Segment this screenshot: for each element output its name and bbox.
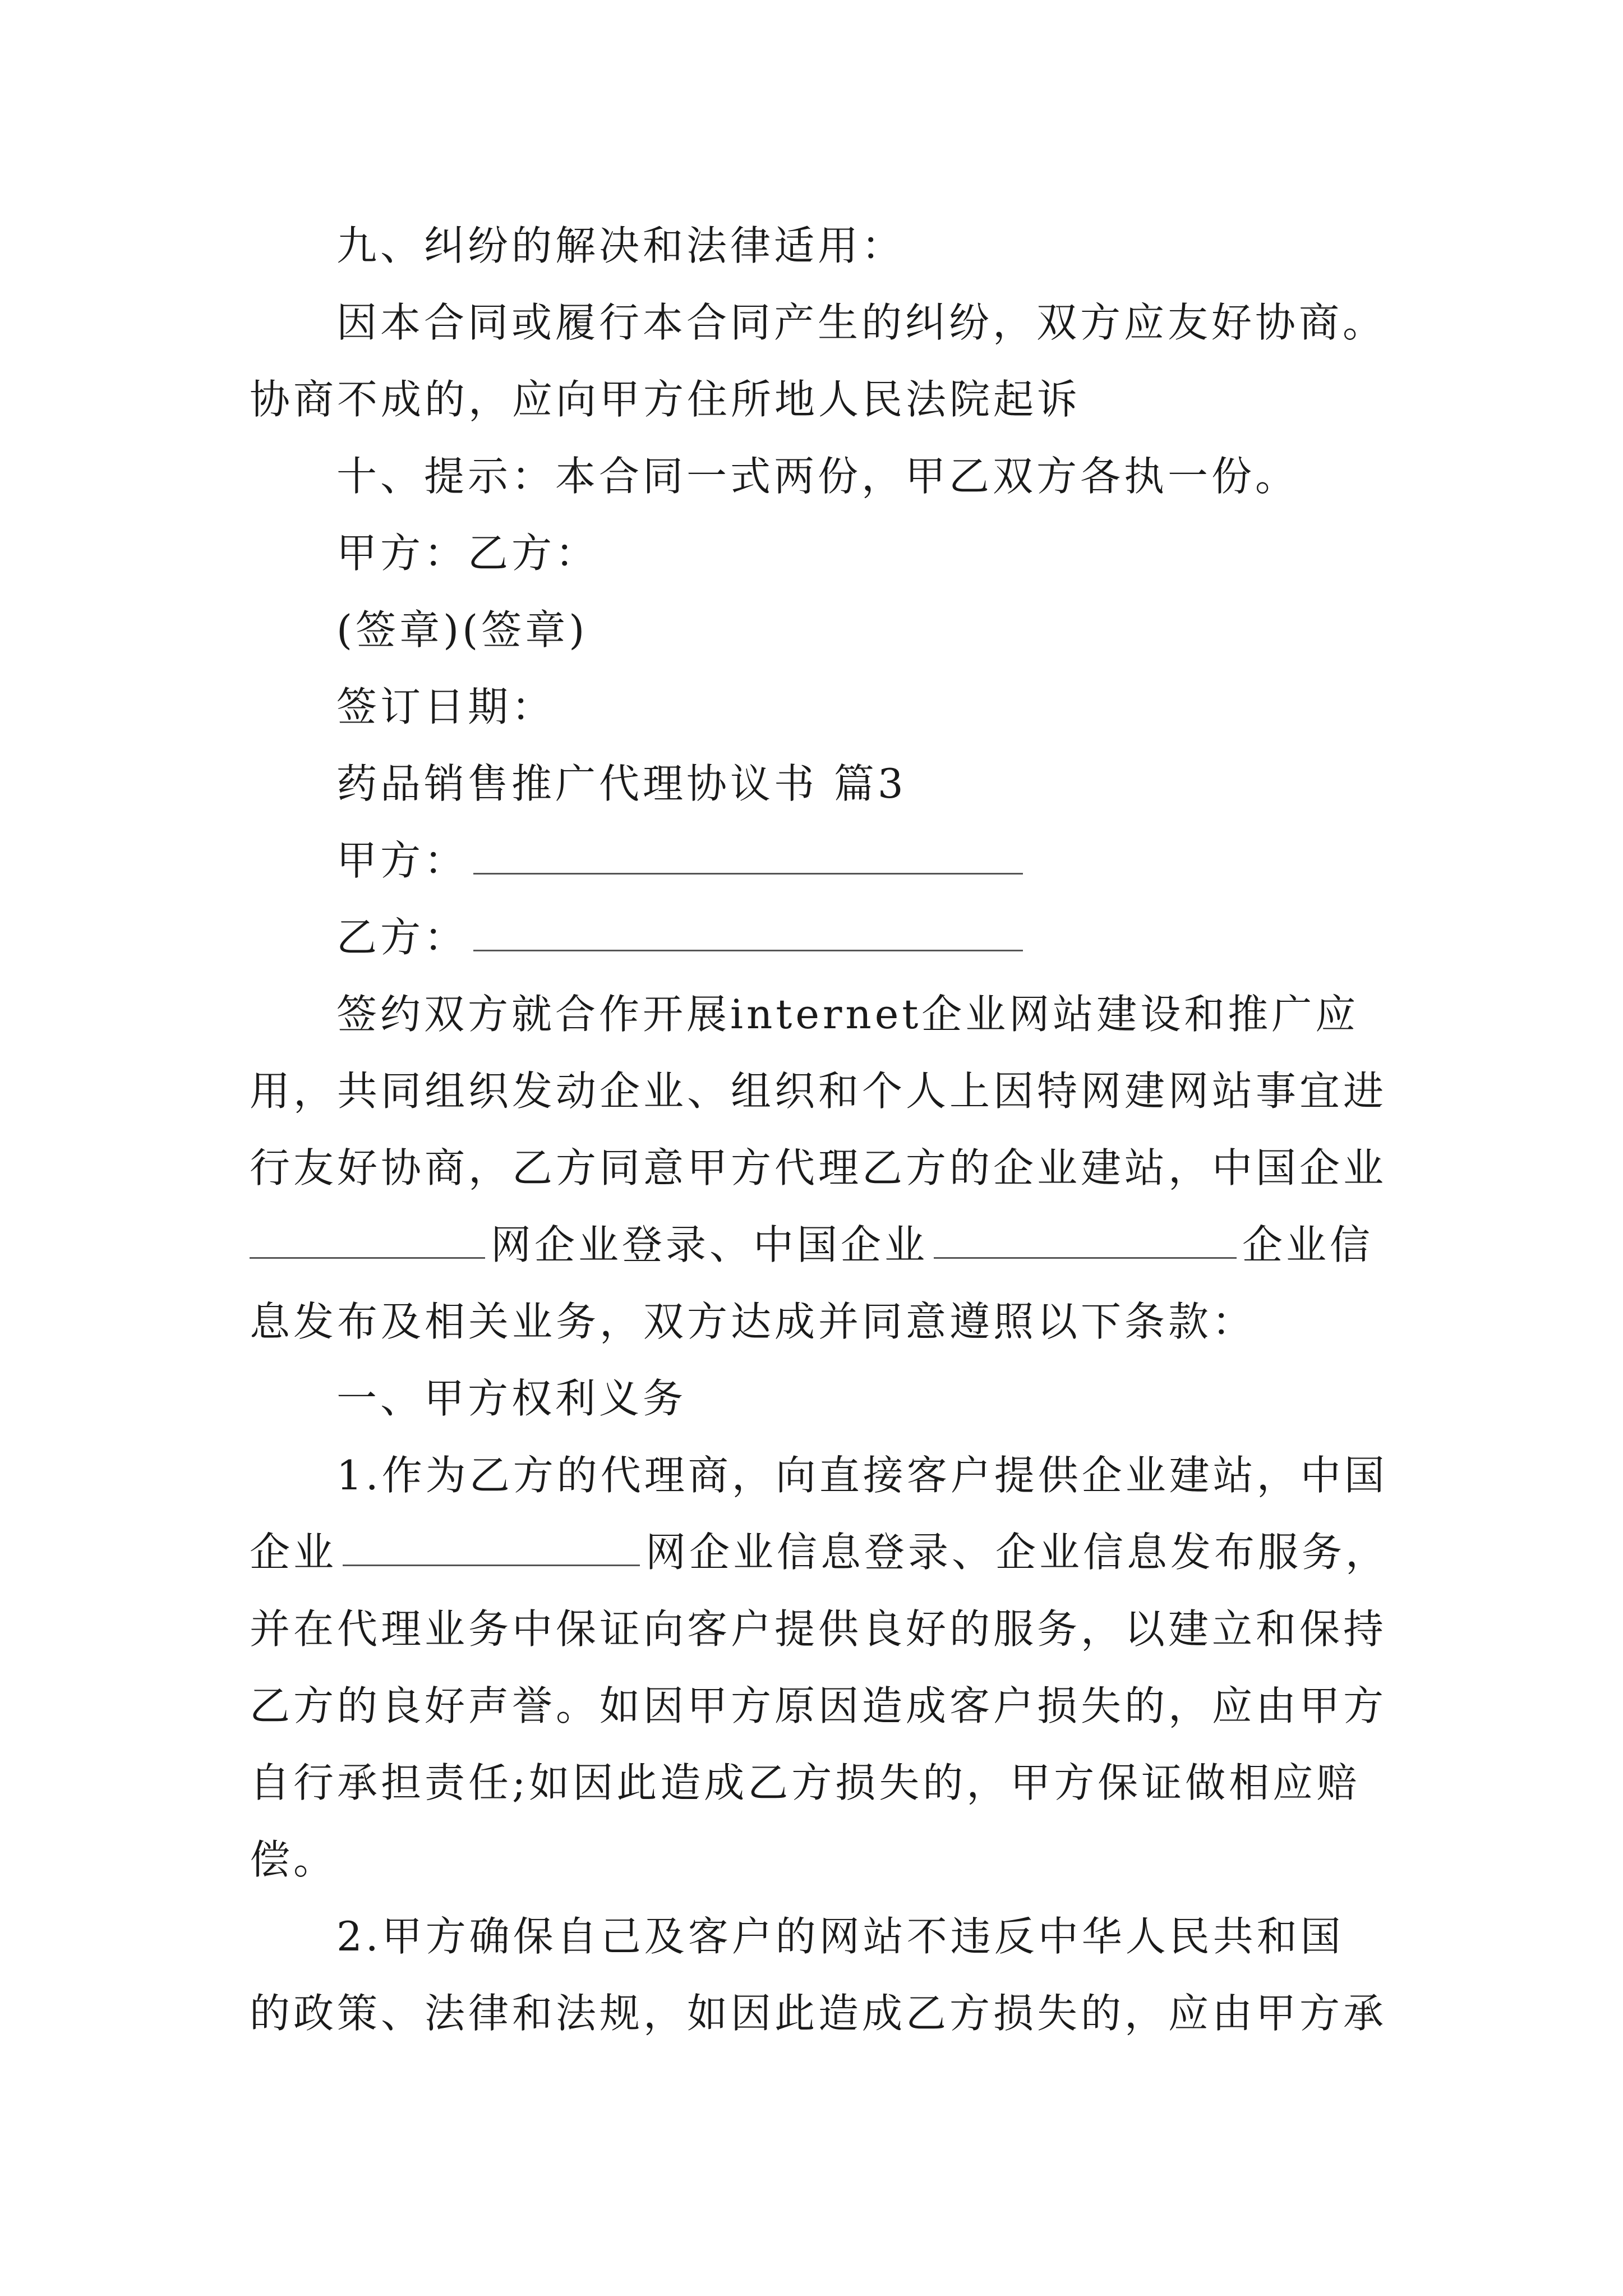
paragraph-line: 协商不成的，应向甲方住所地人民法院起诉: [250, 376, 1081, 423]
paragraph-line: 行友好协商，乙方同意甲方代理乙方的企业建站，中国企业: [250, 1144, 1387, 1191]
signature-labels: (签章)(签章): [336, 606, 588, 654]
party-a-line: [336, 832, 1029, 889]
blank-text-3: 企业: [250, 1529, 338, 1576]
paragraph-line: 用，共同组织发动企业、组织和个人上因特网建网站事宜进: [250, 1068, 1387, 1115]
party-labels: 甲方：乙方：: [336, 530, 600, 577]
section-heading-1: 一、甲方权利义务: [336, 1375, 687, 1422]
paragraph-line: 因本合同或履行本合同产生的纠纷，双方应友好协商。: [336, 299, 1387, 346]
fill-blank: [934, 1223, 1237, 1259]
paragraph-line: 的政策、法律和法规，如因此造成乙方损失的，应由甲方承: [250, 1990, 1387, 2037]
blank-text-4: 网企业信息登录、企业信息发布服务，: [645, 1529, 1390, 1576]
party-b-line: [336, 909, 1029, 965]
paragraph-line: 偿。: [250, 1836, 338, 1883]
section-heading-9: 九、纠纷的解决和法律适用：: [336, 222, 906, 269]
paragraph-line: 乙方的良好声誉。如因甲方原因造成客户损失的，应由甲方: [250, 1682, 1387, 1729]
clause-2-line: 2.甲方确保自己及客户的网站不违反中华人民共和国: [336, 1913, 1344, 1960]
signing-date-label: 签订日期：: [336, 683, 556, 730]
party-a-label: 甲方：: [336, 837, 468, 884]
fill-blank: [250, 1223, 485, 1259]
party-b-label: 乙方：: [336, 914, 468, 961]
clause-1-line: 1.作为乙方的代理商，向直接客户提供企业建站，中国: [336, 1452, 1388, 1499]
blank-text-1: 网企业登录、中国企业: [491, 1221, 929, 1268]
party-a-blank: [473, 839, 1023, 875]
paragraph-line: 并在代理业务中保证向客户提供良好的服务，以建立和保持: [250, 1605, 1387, 1653]
paragraph-line-with-blank: [250, 1524, 1389, 1580]
paragraph-line: 签约双方就合作开展internet企业网站建设和推广应: [336, 991, 1359, 1038]
paragraph-line-with-blanks: [250, 1217, 1373, 1273]
blank-text-2: 企业信: [1242, 1221, 1374, 1268]
fill-blank: [343, 1531, 640, 1566]
section-title: 药品销售推广代理协议书 篇3: [336, 760, 907, 807]
section-heading-10: 十、提示：本合同一式两份，甲乙双方各执一份。: [336, 453, 1299, 500]
paragraph-line: 息发布及相关业务，双方达成并同意遵照以下条款：: [250, 1298, 1256, 1345]
party-b-blank: [473, 916, 1023, 951]
paragraph-line: 自行承担责任;如因此造成乙方损失的，甲方保证做相应赔: [250, 1759, 1361, 1806]
